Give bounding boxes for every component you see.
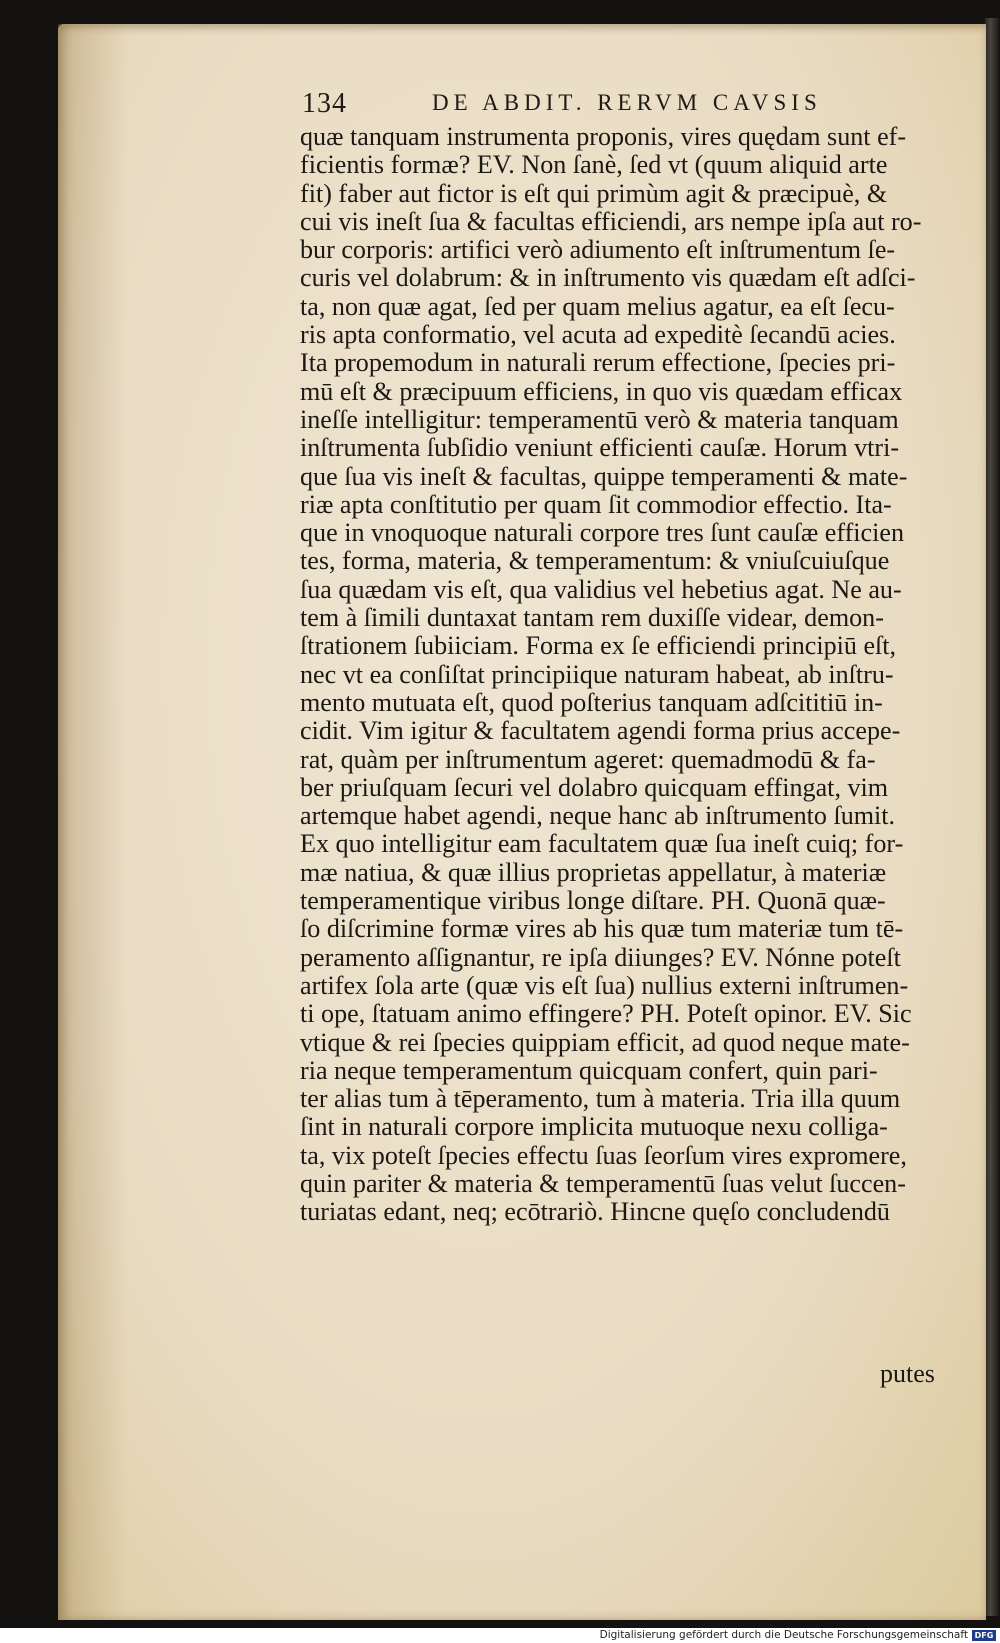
running-title: DE ABDIT. RERVM CAVSIS [432,90,822,115]
text-line: rat, quàm per inſtrumentum ageret: quemadmodū & fa- [300,743,876,774]
text-line: artemque habet agendi, neque hanc ab inſtrumento ſumit. [300,800,896,831]
dfg-logo-icon: DFG [972,1630,996,1641]
page-edge-stack [985,18,999,1616]
text-line: quæ tanquam instrumenta proponis, vires quędam sunt ef- [300,121,907,151]
text-line: vtique & rei ſpecies quippiam efficit, ad quod neque mate- [300,1026,910,1057]
text-line: ſo diſcrimine formæ vires ab his quæ tum materiæ tum tē- [300,913,904,944]
text-line: Ex quo intelligitur eam facultatem quæ ſua ineſt cuiq; for- [300,828,904,859]
text-line: tem à ſimili duntaxat tantam rem duxiſſe videar, demon- [300,602,884,633]
text-line: peramento aſſignantur, re ipſa diiunges? EV. Nónne poteſt [300,941,901,972]
text-line: tes, forma, materia, & temperamentum: & vniuſcuiuſque [300,545,890,576]
text-line: ria neque temperamentum quicquam confert, quin pari- [300,1054,878,1085]
text-line: ta, vix poteſt ſpecies effectu ſuas ſeorſum vires expromere, [300,1139,907,1170]
text-line: ris apta conformatio, vel acuta ad expeditè ſecandū acies. [300,319,896,350]
footer-bar [0,1628,1000,1643]
text-line: ficientis formæ? EV. Non ſanè, ſed vt (quum aliquid arte [300,149,888,180]
text-line: ineſſe intelligitur: temperamentū verò & materia tanquam [300,403,899,434]
text-line: Ita propemodum in naturali rerum effectione, ſpecies pri- [300,347,896,378]
text-line: ſint in naturali corpore implicita mutuoque nexu colliga- [300,1111,888,1142]
page-header [302,88,842,122]
page-number: 134 [302,88,347,119]
text-line: ti ope, ſtatuam animo effingere? PH. Poteſt opinor. EV. Sic [300,998,912,1029]
text-line: bur corporis: artifici verò adiumento eſt inſtrumentum ſe- [300,234,896,265]
text-line: artifex ſola arte (quæ vis eſt ſua) nullius externi inſtrumen- [300,969,909,1000]
text-line: inſtrumenta ſubſidio veniunt efficienti cauſæ. Horum vtri- [300,432,900,463]
text-line: nec vt ea conſiſtat principiique naturam habeat, ab inſtru- [300,658,894,689]
catchword: putes [880,1359,935,1388]
text-line: que in vnoquoque naturali corpore tres ſunt cauſæ efficien [300,517,905,548]
text-line: cui vis ineſt ſua & facultas efficiendi, ars nempe ipſa aut ro- [300,205,922,236]
text-line: mū eſt & præcipuum efficiens, in quo vis quædam efficax [300,375,903,406]
text-line: ſtrationem ſubiiciam. Forma ex ſe efficiendi principiū eſt, [300,630,897,661]
text-line: turiatas edant, neq; ecōtrariò. Hincne quęſo concludendū [300,1196,890,1227]
body-text [300,122,960,1226]
text-line: que ſua vis ineſt & facultas, quippe temperamenti & mate- [300,460,908,491]
text-line: quin pariter & materia & temperamentū ſuas velut ſuccen- [300,1167,906,1198]
funding-credit: Digitalisierung gefördert durch die Deutsche Forschungsgemeinschaft [599,1629,968,1641]
text-line: ter alias tum à tēperamento, tum à materia. Tria illa quum [300,1083,901,1114]
text-line: fit) faber aut fictor is eſt qui primùm agit & præcipuè, & [300,177,888,208]
text-line: mæ natiua, & quæ illius proprietas appellatur, à materiæ [300,856,887,887]
text-line: ta, non quæ agat, ſed per quam melius agatur, ea eſt ſecu- [300,290,895,321]
text-line: mento mutuata eſt, quod poſterius tanquam adſcititiū in- [300,686,883,717]
text-line: cidit. Vim igitur & facultatem agendi forma prius accepe- [300,715,901,746]
text-line: ber priuſquam ſecuri vel dolabro quicquam effingat, vim [300,771,889,802]
text-line: riæ apta conſtitutio per quam ſit commodior effectio. Ita- [300,488,892,519]
text-line: ſua quædam vis eſt, qua validius vel hebetius agat. Ne au- [300,573,902,604]
text-line: curis vel dolabrum: & in inſtrumento vis quædam eſt adſci- [300,262,916,293]
text-line: temperamentique viribus longe diſtare. PH. Quonā quæ- [300,885,886,916]
